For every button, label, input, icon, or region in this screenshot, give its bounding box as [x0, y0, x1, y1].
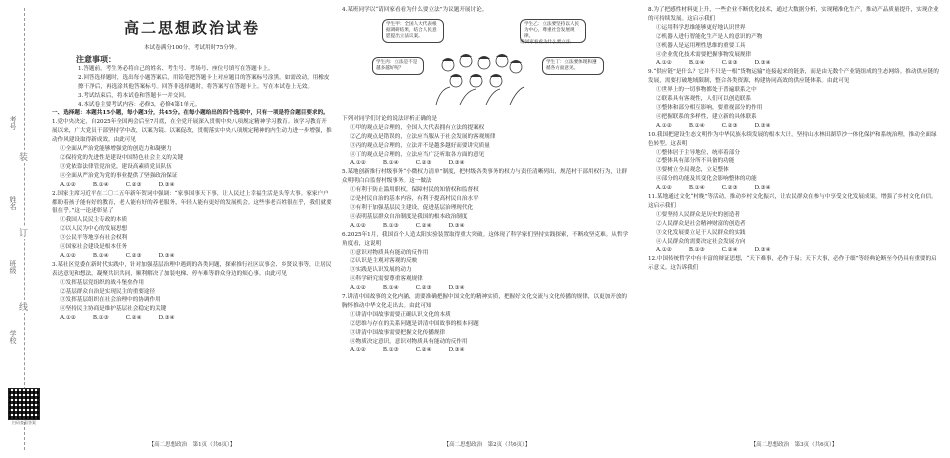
option: ①发挥基层党组织的战斗堡垒作用: [60, 279, 144, 286]
choice-a: A.①②: [656, 60, 672, 67]
choice-c: C.②③: [415, 285, 432, 292]
notice-item: 3.考试结束后，将本试卷和答题卡一并交回。: [78, 92, 190, 99]
option: ②联系具有客观性，人们可以创造联系: [656, 96, 752, 103]
question-stem: 4.某班同学以“请回家看看为什么要立法”为议题开展讨论。: [342, 7, 488, 13]
question-stem: 8.为了把感性材料更上升，一些企业不断优化技术，通过大数据分析，实现精准化生产，推动产品质量提升，实现企业的可持续发展。这启示我们: [648, 7, 939, 22]
notice-item: 2.回答选择题时，选出每小题答案后，用铅笔把答题卡上对应题目的答案标号涂黑。如需改动，用橡皮擦干净后，再选涂其他答案标号。回答非选择题时，将答案写在答题卡上。写在本试卷上无效。: [78, 74, 330, 90]
qr-caption: 扫码查看答案: [12, 420, 36, 425]
choice-a: A.①②: [350, 347, 366, 354]
question-stem: 9.“供应链”是什么？它并不只是一根“货物运输”连接起来的链条，而是由无数个产业链组成的生态网络。推动供应链的发展，需要打破地域限制，整合各类资源，构建协同高效的供应链体系。由此可见: [648, 69, 939, 85]
option: ②人民群众是社会精神财富的创造者: [656, 220, 746, 227]
binding-mark: 线: [19, 300, 28, 313]
question-11: [648, 193, 940, 255]
option: ③讲清中国故事需要把握文化传播规律: [350, 329, 446, 336]
question-stem: 2.国家主席习近平在二〇二五年新年贺词中强调：“家事国事天下事，让人民过上幸福生活是头等大事。家家户户都盼着孩子能有好的教育，老人能有好的养老服务，年轻人能有更好的发展机会。这些事老百姓很在乎，我们就要很在乎。”这一论述彰显了: [52, 190, 332, 215]
option: ③整体和部分相互影响，要重视部分的作用: [656, 104, 763, 111]
question-7: [342, 293, 632, 355]
option: ④国家社会建设是根本任务: [60, 244, 128, 251]
question-stem: 1.党中央决定，自2025年全国两会后至7月底，在全党开展深入贯彻中央八项规定精神学习教育。该学习教育开展以来，广大党员干部坚持学中改，以案为镜、以案促改，贯彻落实中央八项规定精神的内生动力进一步增强，推动作风建设取得新成效。由此可见: [52, 119, 332, 144]
question-10: [648, 131, 940, 193]
answer-choices: [52, 252, 332, 261]
choice-d: D.③④: [158, 315, 175, 322]
option: ④人民群众的需要决定社会发展方向: [656, 238, 746, 245]
question-stem: 6.2025年1月，我国首个人造太阳实验装置取得重大突破。这体现了科学家们坚持实践探索，不断攻坚克难。从哲学角度看，这说明: [342, 231, 629, 247]
section-heading: 一、选择题：本题共15小题，每小题3分，共45分。在每小题给出的四个选项中，只有一项是符合题目要求的。: [52, 110, 329, 117]
margin-label-school: 学校: [9, 330, 17, 344]
column-2: [342, 6, 632, 355]
choice-b: B.①④: [688, 185, 705, 192]
option: ④表明基层群众自治制度是我国的根本政治制度: [350, 213, 468, 220]
option: ①要坚持人民群众是历史的创造者: [656, 211, 740, 218]
option: ③党依靠法律管党治党，建设高素质党员队伍: [60, 163, 172, 170]
option: ①意识对物质具有能动的反作用: [350, 249, 429, 256]
option: ④丁的观点是合理的，立法应当广泛听取各方面的意见: [350, 151, 485, 158]
option: ③有利于加强基层民主建设，促进基层治理现代化: [350, 204, 474, 211]
option: ①全面从严治党能够增强党的创造力和凝聚力: [60, 146, 172, 153]
choice-d: D.③④: [754, 60, 771, 67]
answer-choices: [342, 284, 632, 293]
choice-b: B.①③: [688, 247, 705, 254]
choice-d: D.③④: [158, 252, 175, 259]
choice-d: D.③④: [448, 160, 465, 167]
choice-c: C.②③: [415, 160, 432, 167]
page-footer: 【高二思想政治 第2页（共6页）】: [443, 442, 531, 448]
option: ④全面从严治党为党的事业提供了坚强政治保证: [60, 172, 178, 179]
answer-choices: [342, 159, 632, 168]
choice-c: C.②④: [721, 247, 738, 254]
choice-b: B.①④: [688, 122, 705, 129]
notice-heading: 注意事项：: [76, 53, 116, 64]
option: ④科学研究需要尊重客观规律: [350, 276, 423, 283]
option: ②思维与存在的关系问题是讲清中国故事的根本问题: [350, 320, 479, 327]
choice-a: A.①②: [350, 285, 366, 292]
option: ①有利于防止滥用职权，保障村民的知情权和监督权: [350, 187, 479, 194]
choice-b: B.①④: [382, 160, 399, 167]
choice-c: C.②④: [125, 315, 142, 322]
choice-d: D.③④: [448, 347, 465, 354]
speech-bubble: 学生丙：立法是不是越多越好呢？: [372, 57, 424, 75]
answer-choices: [52, 181, 332, 190]
question-1: [52, 118, 332, 189]
choice-b: B.①③: [382, 222, 399, 229]
option: ③丙的观点是合理的，立法并不是越多越好而要讲究质量: [350, 142, 490, 149]
option: ①世界上的一切事物都处于普遍联系之中: [656, 87, 757, 94]
option: ④企业优化技术需要把握事物发展规律: [656, 51, 752, 58]
choice-c: C.②③: [125, 181, 142, 188]
choice-a: A.①②: [656, 185, 672, 192]
question-stem: 5.某地创新推行村级事务“小微权力清单”制度，把村级各类事务的权力与责任清晰列出，规范村干部用权行为，让群众明明白白监督村级事务。这一做法: [342, 169, 628, 185]
answer-choices: [648, 246, 940, 255]
option: ③公民平等地享有社会权利: [60, 235, 128, 242]
question-12: [648, 255, 940, 273]
option: ②乙的观点是错误的，立法应当服从于社会发展的客观规律: [350, 133, 496, 140]
option: ①整体居于主导地位，统率着部分: [656, 149, 740, 156]
choice-c: C.②③: [721, 185, 738, 192]
option: ②保持党的先进性是建设中国特色社会主义的关键: [60, 154, 184, 161]
column-1: [52, 6, 332, 323]
cartoon-caption: 请回家看看为什么要立法: [520, 39, 571, 45]
column-3: [648, 6, 940, 273]
question-8: [648, 6, 940, 68]
choice-a: A.①②: [656, 122, 672, 129]
choice-c: C.②③: [721, 122, 738, 129]
answer-choices: [342, 222, 632, 231]
choice-c: C.②③: [125, 252, 142, 259]
question-6: [342, 231, 632, 293]
option: ③实践是认识发展的动力: [350, 267, 412, 274]
notice-item: 4.本试卷主要考试内容：必修3，必修4第1单元。: [78, 101, 201, 108]
option: ②以人民为中心的发展思想: [60, 226, 128, 233]
choice-d: D.③④: [448, 285, 465, 292]
choice-a: A.①②: [60, 181, 76, 188]
answer-choices: [342, 346, 632, 355]
binding-mark: 装: [19, 150, 28, 163]
option: ②是村民自治的基本内容，有利于提高村民自治水平: [350, 196, 479, 203]
students-illustration: [430, 47, 530, 105]
page-footer: 【高二思想政治 第3页（共6页）】: [750, 442, 838, 448]
binding-mark: 订: [19, 226, 28, 239]
option: ④部分的功能及其变化会影响整体的功能: [656, 176, 757, 183]
option: ③要树立全局观念，立足整体: [656, 167, 729, 174]
choice-a: A.①②: [350, 160, 366, 167]
question-2: [52, 190, 332, 261]
speech-bubble: 学生丁：立法要体现和遵循各方面意见。: [542, 57, 604, 75]
question-3: [52, 261, 332, 323]
option: ①运用科学思维能够更好地认识世界: [656, 24, 746, 31]
answer-choices: [648, 59, 940, 68]
binding-margin: [0, 0, 48, 458]
speech-bubble: 学生甲：全国人大代表根据调研结果，结合人民意愿提出立法议案。: [382, 19, 444, 43]
margin-label-class: 班级: [9, 260, 17, 274]
margin-label-name: 姓名: [9, 196, 17, 210]
option: ②机器人进行智能化生产是人的意识的产物: [656, 33, 763, 40]
option: ②认识是主观对客观的反映: [350, 258, 418, 265]
question-lead: 下列对同学们讨论的说法评析正确的是: [342, 115, 438, 122]
question-stem: 7.讲清中国故事的文化内涵，需要准确把握中国文化的精神实质，把握好文化交流与文化传播的规律，以更加开放的胸怀推动中华文化走出去。由此可知: [342, 294, 628, 309]
option: ①我国人民民主专政的本质: [60, 217, 128, 224]
option: ①讲清中国故事需要正确认识文化的本质: [350, 311, 451, 318]
option: ③机器人是运用理性思维的重要工具: [656, 42, 746, 49]
option: ②基层群众自治是实现民主的重要途径: [60, 288, 156, 295]
answer-choices: [52, 314, 332, 323]
choice-a: A.①②: [60, 252, 76, 259]
choice-b: B.①④: [92, 181, 109, 188]
choice-b: B.①③: [382, 347, 399, 354]
page-footer: 【高二思想政治 第1页（共6页）】: [148, 442, 236, 448]
notice-item: 1.答题前，考生务必将自己的姓名、考生号、考场号、座位号填写在答题卡上。: [78, 65, 274, 72]
choice-a: A.①②: [350, 222, 366, 229]
option: ②整体具有部分所不具备的功能: [656, 158, 735, 165]
question-9: [648, 68, 940, 130]
question-stem: 12.中国传统哲学中有丰富的辩证思想，“天下难事，必作于易；天下大事，必作于细”等经典论断至今仍具有重要的启示意义。这告诉我们: [648, 256, 937, 272]
choice-a: A.①②: [656, 247, 672, 254]
answer-choices: [648, 184, 940, 193]
question-4: [342, 6, 632, 168]
choice-d: D.③④: [754, 122, 771, 129]
option: ④坚持民主协商是维护基层社会稳定的关键: [60, 306, 167, 313]
choice-b: B.①③: [92, 315, 109, 322]
exam-intro: 本试卷满分100分，考试用时75分钟。: [143, 45, 241, 51]
question-stem: 10.我国把建设生态文明作为中华民族永续发展的根本大计，坚持山水林田湖草沙一体化保护和系统治理，推动全面绿色转型。这表明: [648, 131, 937, 147]
question-stem: 3.某社区党委在新时代实践中，针对加强基层治理中遇到的各类问题，探索推行社区议事会、乡贤议事等，让居民表达意见和想法，凝聚共识共同，顺利解决了加装电梯、停车难等群众身边的烦心事。由此可见: [52, 261, 332, 277]
choice-c: C.②④: [415, 347, 432, 354]
question-5: [342, 168, 632, 230]
choice-b: B.①④: [382, 285, 399, 292]
choice-a: A.①②: [60, 315, 76, 322]
option: ①甲的观点是合理的，全国人大代表拥有立法的提案权: [350, 124, 485, 131]
qr-code[interactable]: [8, 388, 40, 420]
choice-d: D.③④: [158, 181, 175, 188]
choice-c: C.②③: [721, 60, 738, 67]
choice-b: B.①④: [92, 252, 109, 259]
choice-b: B.①④: [688, 60, 705, 67]
choice-d: D.③④: [754, 247, 771, 254]
option: ④物质决定意识，意识对物质具有能动的反作用: [350, 338, 468, 345]
question-stem: 11.某地通过文化“村晚”等活动，推动乡村文化振兴，让农民群众在参与中享受文化发展成果，增强了乡村文化自信。这启示我们: [648, 194, 937, 209]
speech-bubble: 学生乙：立法要坚持以人民为中心，尊重社会发展规律。: [520, 19, 586, 43]
page-title: 高二思想政治试卷: [123, 19, 260, 37]
option: ④把握联系的多样性，建立新的具体联系: [656, 113, 757, 120]
option: ③文化发展要立足于人民群众的实践: [656, 229, 746, 236]
choice-d: D.③④: [448, 222, 465, 229]
discussion-cartoon: [370, 17, 600, 113]
answer-choices: [648, 122, 940, 131]
option: ③发挥基层组织在社会治理中的协调作用: [60, 297, 161, 304]
choice-c: C.②④: [415, 222, 432, 229]
choice-d: D.③④: [754, 185, 771, 192]
margin-label-id: 考号: [9, 116, 17, 130]
